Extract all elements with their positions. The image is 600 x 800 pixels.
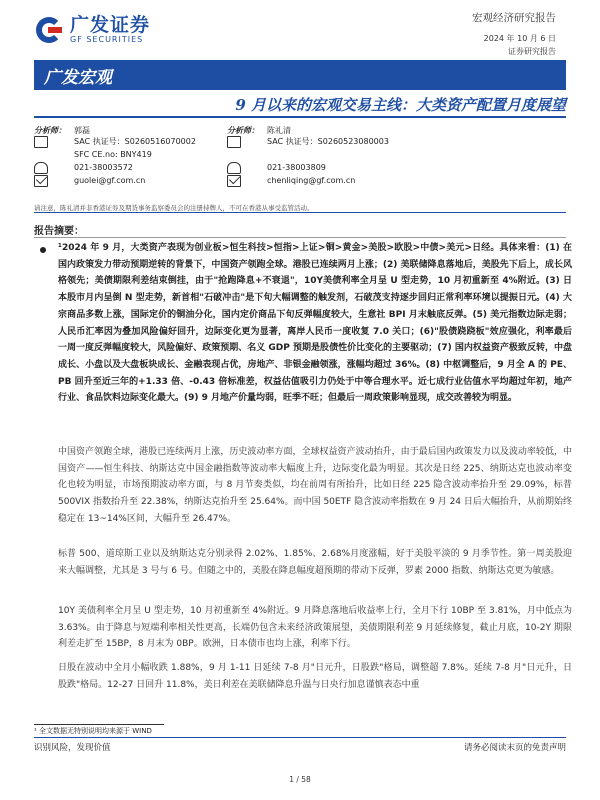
footnote: ¹ 全文数据无特别说明均来源于 WIND [34, 727, 152, 735]
analyst-email[interactable]: guolei@gf.com.cn [74, 176, 146, 185]
analyst-sac: SAC 执证号：S0260523080003 [267, 137, 389, 146]
body-paragraph-4: 日股在波动中全月小幅收跌 1.88%，9 月 1-11 日延续 7-8 月"日元升，日股跌"格局，调整超 7.8%。延续 7-8 月"日元升，日股跌"格局。12-27 日回升 11.8%，美日利差在美联储降息升温与日央行加息谨慎表态中重 [58, 663, 572, 690]
logo-chinese-name: 广发证券 [70, 14, 151, 36]
analyst-phone: 021-38003809 [267, 163, 326, 172]
brand-name: 广发宏观 [44, 68, 112, 88]
body-paragraph-2: 标普 500、道琼斯工业以及纳斯达克分别录得 2.02%、1.85%、2.68%月度涨幅，好于美股平淡的 9 月季节性。第一周美股迎来大幅调整，尤其是 3 号与 6 号。但随之中的，美股在降息幅度超预期的带动下反弹，罗素 2000 指数、纳斯达克更为敏感。 [58, 549, 572, 576]
phone-icon [227, 162, 241, 174]
title-divider [34, 116, 566, 118]
footnote-divider [34, 724, 164, 725]
registration-disclaimer: 请注意，陈礼清并非香港证券及期货事务监察委员会的注册持牌人，不可在香港从事受监管活动。 [34, 204, 314, 212]
analyst-card-2 [227, 122, 467, 187]
analyst-sac: SAC 执证号：S0260516070002 [74, 137, 196, 146]
gf-securities-logo [34, 15, 150, 45]
analyst-name: 陈礼清 [267, 126, 291, 135]
analyst-label: 分析师： [34, 126, 66, 135]
body-paragraph-1: 中国资产领跑全球，港股已连续两月上涨，历史波动率方面，全球权益资产波动抬升，由于最后国内政策发力以及波动率较低，中国资产——恒生科技、纳斯达克中国金融指数等波动率大幅度上升，边际变化最为明显。其次是日经 225、纳斯达克也波动率变化也较为明显，市场预期波动率方面，与 8 月节奏类似，均在前周有所抬升，比如日经 225 隐含波动率抬升至 29.09%，标普 500VIX 指数抬升至 22.38%，纳斯达克抬升至 25.64%。而中国 50ETF 隐含波动率指数在 9 月 24 日后大幅抬升，从前期始终稳定在 13~14%区间，大幅升至 26.47%。 [58, 447, 572, 524]
footer-divider [34, 737, 566, 738]
report-date: 2024 年 10 月 6 日 [483, 34, 556, 43]
summary-text: ¹2024 年 9 月，大类资产表现为创业板>恒生科技>恒指>上证>铜>黄金>美股>欧股>中债>美元>日经。具体来看：(1) 在国内政策发力带动预期逆转的背景下，中国资产领跑全球。港股已连续两月上涨；(2) 美联储降息落地后，美股先下后上，成长风格领先；美债期限利差结束倒挂，由于"抢跑降息+不衰退"，10Y美债利率全月呈 U 型走势，10 月初重新至 4%附近。(3) 日本股市月内呈倒 N 型走势，新首相"石破冲击"是下旬大幅调整的触发剂，石破茂支持逐步回归正常利率环境以提振日元。(4) 大宗商品多数上涨，国际定价的铜油分化，国内定价商品下旬反弹幅度较大，生意社 BPI 月末触底反弹。(5) 美元指数边际走弱；人民币汇率因为叠加风险偏好回升，边际变化更为显著，离岸人民币一度收复 7.0 关口；(6)"股债跷跷板"效应强化，利率最后一周一度反弹幅度较大，风险偏好、政策预期、名义 GDP 预期是股债性价比变化的主要驱动；(7) 国内权益资产极致反转，中盘成长、小盘以及大盘板块成长、金融表现占优，房地产、非银金融领涨，涨幅均超过 36%。(8) 中枢调整后，9 月全 A 的 PE、PB 回升至近三年的+1.33 倍、-0.43 倍标准差，权益估值吸引力仍处于中等合理水平。近七成行业估值水平均超过年初，地产行业、食品饮料边际变化最大。(9) 9 月地产价量均弱，旺季不旺；但最后一周政策影响显现，成交改善较为明显。 [58, 243, 572, 404]
analyst-name: 郭磊 [74, 126, 90, 135]
analyst-email[interactable]: chenliqing@gf.com.cn [267, 176, 356, 185]
analyst-sfc: SFC CE.no: BNY419 [74, 150, 152, 159]
phone-icon [34, 162, 48, 174]
report-type: 宏观经济研究报告 [472, 12, 556, 24]
id-card-icon [227, 136, 241, 148]
summary-divider [34, 237, 566, 238]
body-paragraph-3: 10Y 美债利率全月呈 U 型走势，10 月初重新至 4%附近。9 月降息落地后收益率上行，全月下行 10BP 至 3.81%，月中低点为 3.63%。由于降息与短端利率相关性更高，长端仍包含未来经济政策展望，美债期限利差 9 月延续修复，截止月底，10-2Y 期限利差走扩至 15BP，8 月末为 0BP。欧洲，日本债市也均上涨，利率下行。 [58, 606, 572, 650]
report-header [0, 0, 600, 58]
summary-heading: 报告摘要： [34, 226, 84, 237]
analyst-phone: 021-38003572 [74, 163, 133, 172]
id-card-icon [34, 136, 48, 148]
bullet-icon [40, 247, 46, 253]
footer-disclaimer-note: 请务必阅读末页的免责声明 [463, 743, 566, 753]
analyst-label: 分析师： [227, 126, 259, 135]
email-icon [227, 175, 241, 187]
report-title: 9 月以来的宏观交易主线：大类资产配置月度展望 [235, 96, 566, 114]
email-icon [34, 175, 48, 187]
footer-slogan: 识别风险，发现价值 [34, 743, 111, 753]
report-dept: 证券研究报告 [508, 47, 556, 56]
brand-banner [34, 60, 566, 90]
disclaimer-divider [34, 212, 566, 213]
gf-logo-icon [34, 15, 64, 45]
page-number: 1 / 58 [289, 775, 311, 784]
logo-english-name: GF SECURITIES [70, 35, 144, 44]
